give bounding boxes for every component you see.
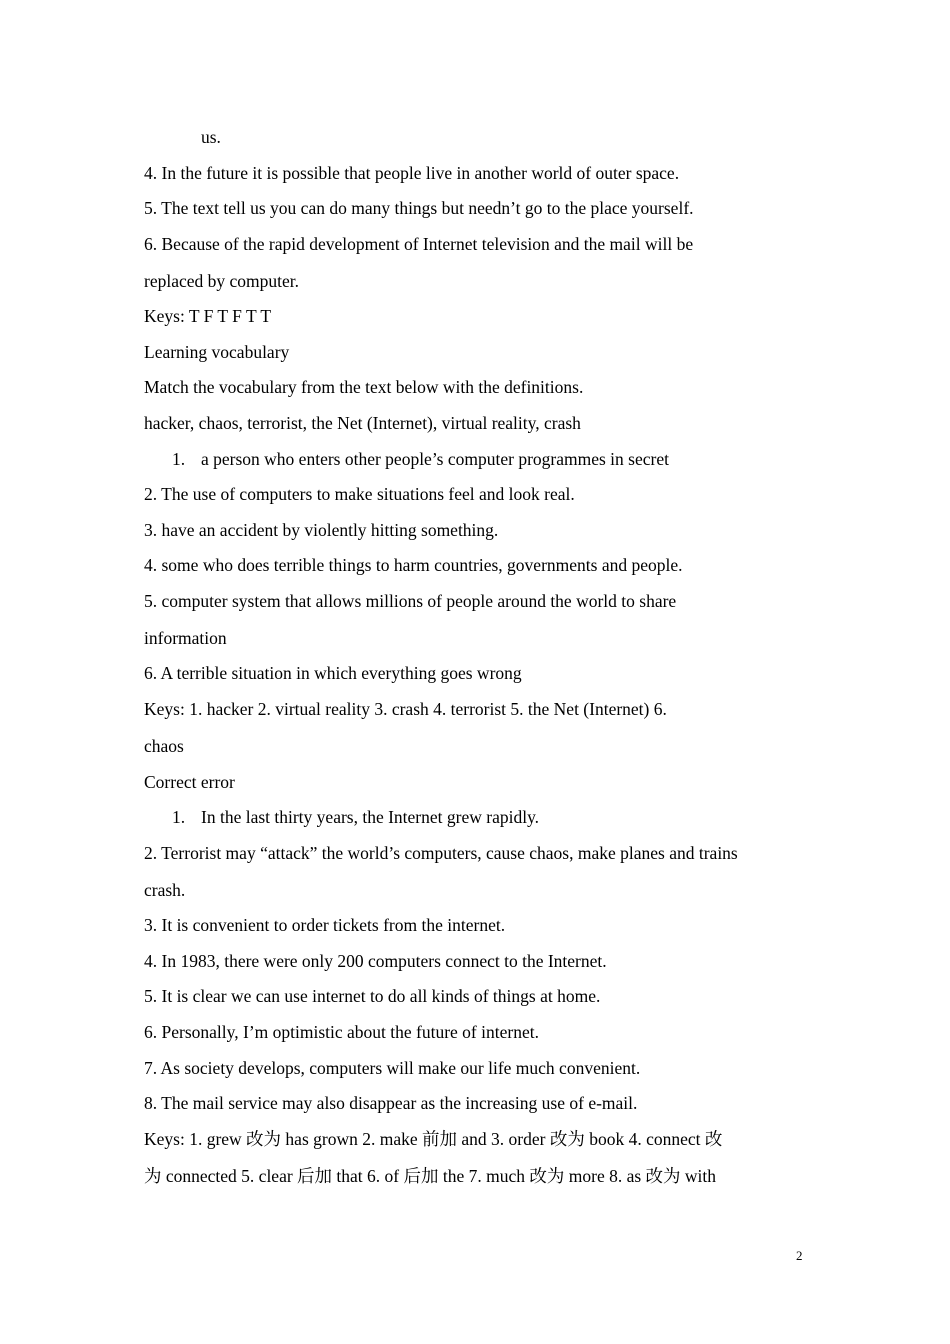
answer-keys: 为 connected 5. clear 后加 that 6. of 后加 the 7. much 改为 more 8. as 改为 with: [144, 1166, 717, 1186]
text-line: replaced by computer.: [144, 271, 300, 291]
text-line: 4. In 1983, there were only 200 computers connect to the Internet.: [144, 951, 607, 971]
text-line: us.: [201, 127, 221, 147]
text-line: 8. The mail service may also disappear as the increasing use of e-mail.: [144, 1093, 638, 1113]
answer-keys: Keys: 1. grew 改为 has grown 2. make 前加 and 3. order 改为 book 4. connect 改: [144, 1129, 723, 1149]
list-item: a person who enters other people’s computer programmes in secret: [201, 449, 669, 469]
vocabulary-list: hacker, chaos, terrorist, the Net (Internet), virtual reality, crash: [144, 413, 581, 433]
section-heading: Learning vocabulary: [144, 342, 290, 362]
text-line: information: [144, 628, 227, 648]
text-line: 5. computer system that allows millions of people around the world to share: [144, 591, 677, 611]
text-line: 6. A terrible situation in which everything goes wrong: [144, 663, 522, 683]
text-line: 5. It is clear we can use internet to do all kinds of things at home.: [144, 986, 601, 1006]
instruction: Match the vocabulary from the text below with the definitions.: [144, 377, 584, 397]
list-marker: 1.: [172, 449, 186, 469]
text-line: 4. some who does terrible things to harm countries, governments and people.: [144, 555, 683, 575]
text-line: 6. Because of the rapid development of Internet television and the mail will be: [144, 234, 694, 254]
list-marker: 1.: [172, 807, 186, 827]
list-item: In the last thirty years, the Internet grew rapidly.: [201, 807, 540, 827]
text-line: 2. The use of computers to make situations feel and look real.: [144, 484, 575, 504]
text-line: crash.: [144, 880, 186, 900]
text-line: 2. Terrorist may “attack” the world’s computers, cause chaos, make planes and trains: [144, 843, 738, 863]
text-line: 7. As society develops, computers will make our life much convenient.: [144, 1058, 641, 1078]
answer-keys: Keys: 1. hacker 2. virtual reality 3. crash 4. terrorist 5. the Net (Internet) 6.: [144, 699, 667, 719]
text-line: 5. The text tell us you can do many things but needn’t go to the place yourself.: [144, 198, 694, 218]
section-heading: Correct error: [144, 772, 235, 792]
text-line: 6. Personally, I’m optimistic about the future of internet.: [144, 1022, 539, 1042]
text-line: chaos: [144, 736, 184, 756]
answer-keys: Keys: T F T F T T: [144, 306, 272, 326]
text-line: 4. In the future it is possible that people live in another world of outer space.: [144, 163, 680, 183]
text-line: 3. It is convenient to order tickets from the internet.: [144, 915, 506, 935]
text-line: 3. have an accident by violently hitting something.: [144, 520, 499, 540]
page-number: 2: [796, 1248, 803, 1263]
